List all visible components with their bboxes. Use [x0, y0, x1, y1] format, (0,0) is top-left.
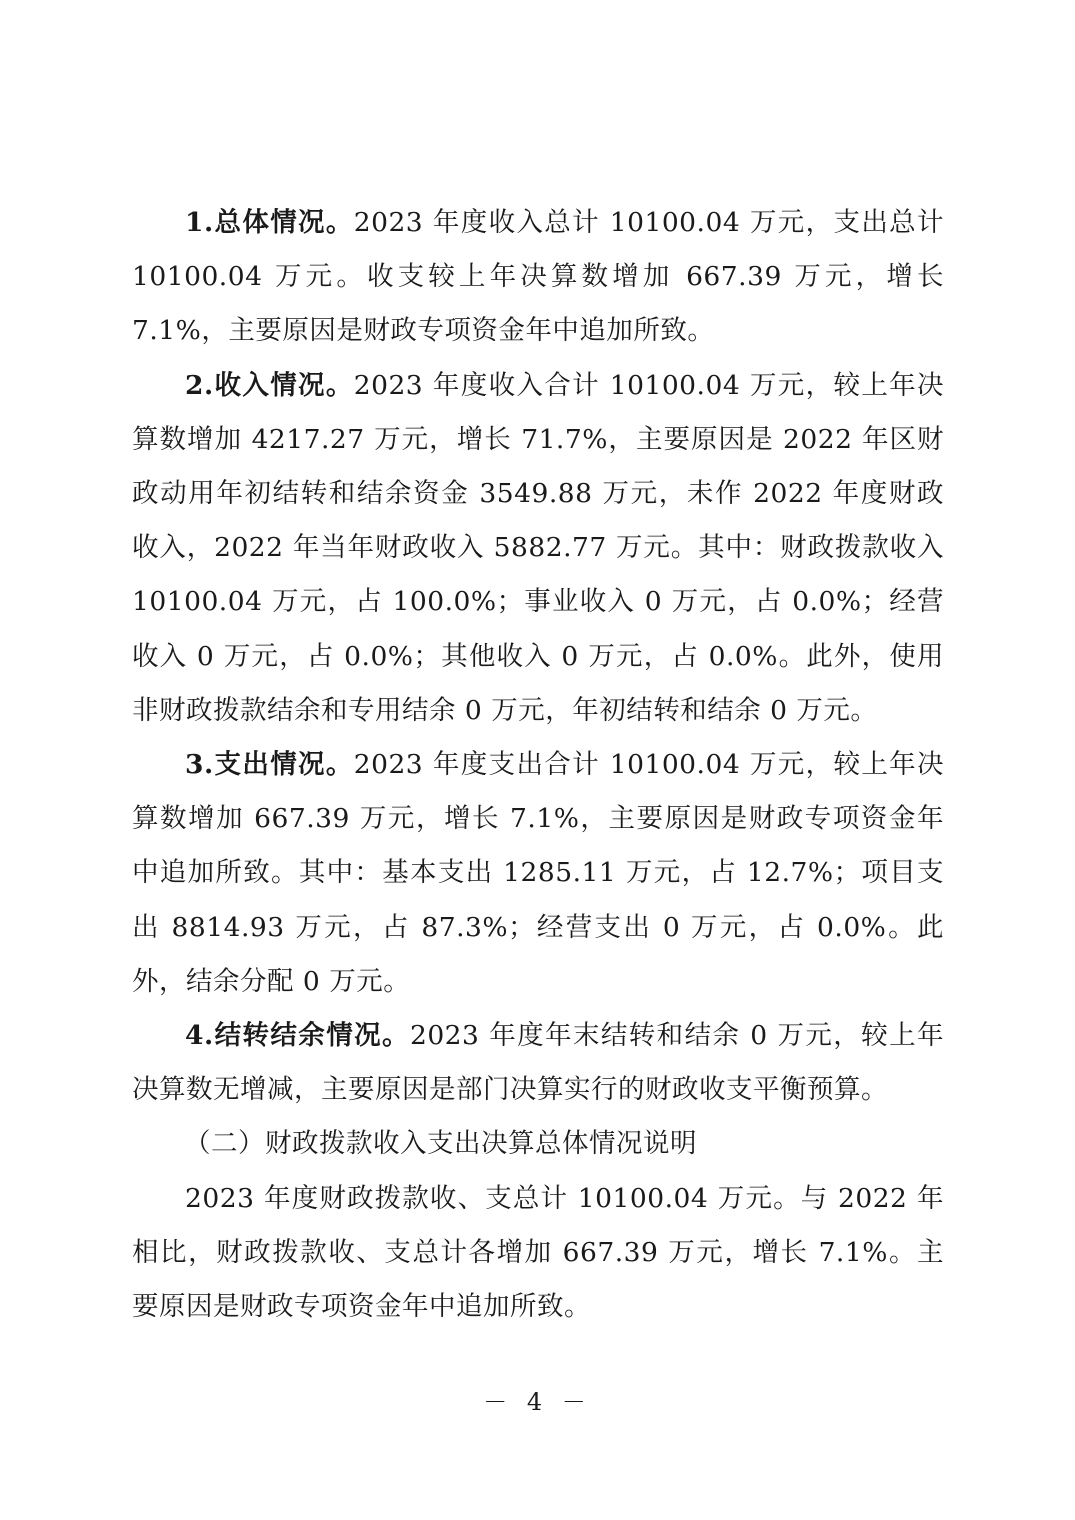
- paragraph-text: 2023 年度收入合计 10100.04 万元，较上年决算数增加 4217.27 万元，增长 71.7%，主要原因是 2022 年区财政动用年初结转和结余资金 3549.88 万元，未作 2022 年度财政收入，2022 年当年财政收入 5882.77 万元。其中：财政拨款收入 10100.04 万元，占 100.0%；事业收入 0 万元，占 0.0%；经营收入 0 万元，占 0.0%；其他收入 0 万元，占 0.0%。此外，使用非财政拨款结余和专用结余 0 万元，年初结转和结余 0 万元。: [132, 369, 944, 726]
- paragraph-expenditure: [132, 738, 944, 1009]
- document-body: [132, 196, 944, 1334]
- paragraph-heading: 2.收入情况。: [185, 369, 354, 401]
- paragraph-appropriation: 2023 年度财政拨款收、支总计 10100.04 万元。与 2022 年相比，财政拨款收、支总计各增加 667.39 万元，增长 7.1%。主要原因是财政专项资金年中追加所致。: [132, 1182, 944, 1323]
- paragraph-text: 2023 年度年末结转和结余 0 万元，较上年决算数无增减，主要原因是部门决算实行的财政收支平衡预算。: [132, 1020, 944, 1106]
- paragraph-heading: 1.总体情况。: [185, 207, 354, 238]
- section-title: （二）财政拨款收入支出决算总体情况说明: [184, 1128, 697, 1160]
- page-number: － 4 －: [483, 1388, 592, 1416]
- paragraph-heading: 4.结转结余情况。: [185, 1020, 410, 1052]
- paragraph-text: 2023 年度收入总计 10100.04 万元，支出总计 10100.04 万元。收支较上年决算数增加 667.39 万元，增长 7.1%，主要原因是财政专项资金年中追加所致。: [132, 207, 944, 347]
- paragraph-text: 2023 年度支出合计 10100.04 万元，较上年决算数增加 667.39 万元，增长 7.1%，主要原因是财政专项资金年中追加所致。其中：基本支出 1285.11 万元，占 12.7%；项目支出 8814.93 万元，占 87.3%；经营支出 0 万元，占 0.0%。此外，结余分配 0 万元。: [132, 749, 944, 997]
- paragraph-carryover: [132, 1009, 944, 1117]
- paragraph-income: [132, 359, 944, 738]
- paragraph-heading: 3.支出情况。: [185, 749, 354, 781]
- paragraph-overall: [132, 196, 944, 359]
